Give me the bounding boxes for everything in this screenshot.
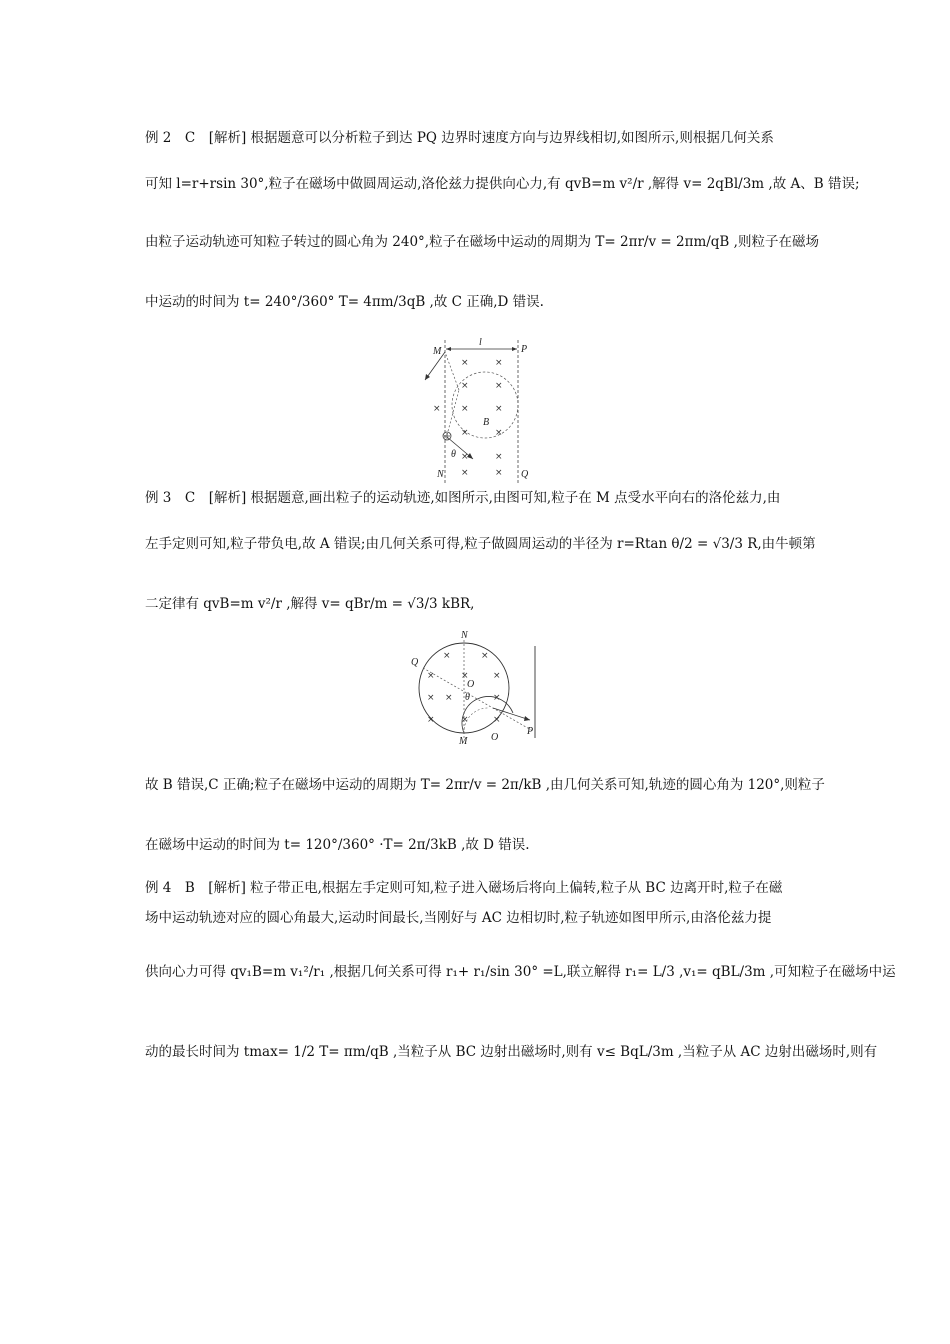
svg-text:×: × xyxy=(495,404,503,414)
svg-text:×: × xyxy=(461,715,469,725)
svg-text:×: × xyxy=(493,715,501,725)
ex4-line-2: 场中运动轨迹对应的圆心角最大,运动时间最长,当刚好与 AC 边相切时,粒子轨迹如图甲所示,由洛伦兹力提 xyxy=(145,910,772,926)
ex3-line-3: 二定律有 qvB=m v²/r ,解得 v= qBr/m = √3/3 kBR, xyxy=(145,596,475,612)
svg-text:×: × xyxy=(495,428,503,438)
svg-text:×: × xyxy=(461,404,469,414)
svg-text:×: × xyxy=(495,468,503,478)
ex2-line-4: 中运动的时间为 t= 240°/360° T= 4πm/3qB ,故 C 正确,D 错误. xyxy=(145,294,544,310)
svg-text:×: × xyxy=(461,381,469,391)
figure-1-diagram xyxy=(415,335,540,485)
fig2-label-O2: O xyxy=(491,732,499,743)
svg-text:×: × xyxy=(445,693,453,703)
svg-text:×: × xyxy=(461,452,469,462)
ex2-line-2: 可知 l=r+rsin 30°,粒子在磁场中做圆周运动,洛伦兹力提供向心力,有 qvB=m v²/r ,解得 v= 2qBl/3m ,故 A、B 错误; xyxy=(145,176,860,192)
svg-text:×: × xyxy=(427,693,435,703)
svg-text:×: × xyxy=(481,651,489,661)
ex3-line-2: 左手定则可知,粒子带负电,故 A 错误;由几何关系可得,粒子做圆周运动的半径为 r=Rtan θ/2 = √3/3 R,由牛顿第 xyxy=(145,536,816,552)
fig2-label-M: M xyxy=(459,736,468,747)
svg-text:×: × xyxy=(461,671,469,681)
svg-text:×: × xyxy=(493,693,501,703)
fig2-label-N: N xyxy=(461,630,468,641)
svg-text:×: × xyxy=(427,715,435,725)
fig1-label-P: P xyxy=(521,344,528,355)
svg-text:×: × xyxy=(427,671,435,681)
ex3-line-1: 例 3 C [解析] 根据题意,画出粒子的运动轨迹,如图所示,由图可知,粒子在 M 点受水平向右的洛伦兹力,由 xyxy=(145,490,781,506)
ex2-line-1: 例 2 C [解析] 根据题意可以分析粒子到达 PQ 边界时速度方向与边界线相切,如图所示,则根据几何关系 xyxy=(145,130,774,146)
svg-text:×: × xyxy=(495,452,503,462)
svg-text:×: × xyxy=(461,358,469,368)
ex4-line-3: 供向心力可得 qv₁B=m v₁²/r₁ ,根据几何关系可得 r₁+ r₁/sin 30° =L,联立解得 r₁= L/3 ,v₁= qBL/3m ,可知粒子在磁场中运 xyxy=(145,964,896,980)
fig2-label-P: P xyxy=(527,726,534,737)
fig2-label-theta: θ xyxy=(465,692,470,703)
fig1-label-N: N xyxy=(437,469,444,480)
svg-text:×: × xyxy=(495,358,503,368)
ex2-line-3: 由粒子运动轨迹可知粒子转过的圆心角为 240°,粒子在磁场中运动的周期为 T= 2πr/v = 2πm/qB ,则粒子在磁场 xyxy=(145,234,819,250)
figure-2-diagram xyxy=(405,628,545,748)
fig1-label-theta: θ xyxy=(451,449,456,460)
ex3-line-4: 故 B 错误,C 正确;粒子在磁场中运动的周期为 T= 2πr/v = 2π/kB ,由几何关系可知,轨迹的圆心角为 120°,则粒子 xyxy=(145,777,825,793)
fig1-label-Q: Q xyxy=(521,469,529,480)
fig2-label-O1: O xyxy=(467,679,475,690)
ex4-line-4: 动的最长时间为 tmax= 1/2 T= πm/qB ,当粒子从 BC 边射出磁场时,则有 v≤ BqL/3m ,当粒子从 AC 边射出磁场时,则有 xyxy=(145,1044,878,1060)
fig1-label-B: B xyxy=(483,417,490,428)
svg-text:×: × xyxy=(493,671,501,681)
ex3-line-5: 在磁场中运动的时间为 t= 120°/360° ·T= 2π/3kB ,故 D 错误. xyxy=(145,837,530,853)
svg-text:×: × xyxy=(443,651,451,661)
fig1-label-l: l xyxy=(479,337,482,348)
svg-text:×: × xyxy=(461,468,469,478)
fig2-label-Q: Q xyxy=(411,657,419,668)
ex4-line-1: 例 4 B [解析] 粒子带正电,根据左手定则可知,粒子进入磁场后将向上偏转,粒子从 BC 边离开时,粒子在磁 xyxy=(145,880,783,896)
svg-text:×: × xyxy=(461,428,469,438)
svg-text:×: × xyxy=(495,381,503,391)
svg-text:×: × xyxy=(433,404,441,414)
fig1-label-M: M xyxy=(433,346,442,357)
